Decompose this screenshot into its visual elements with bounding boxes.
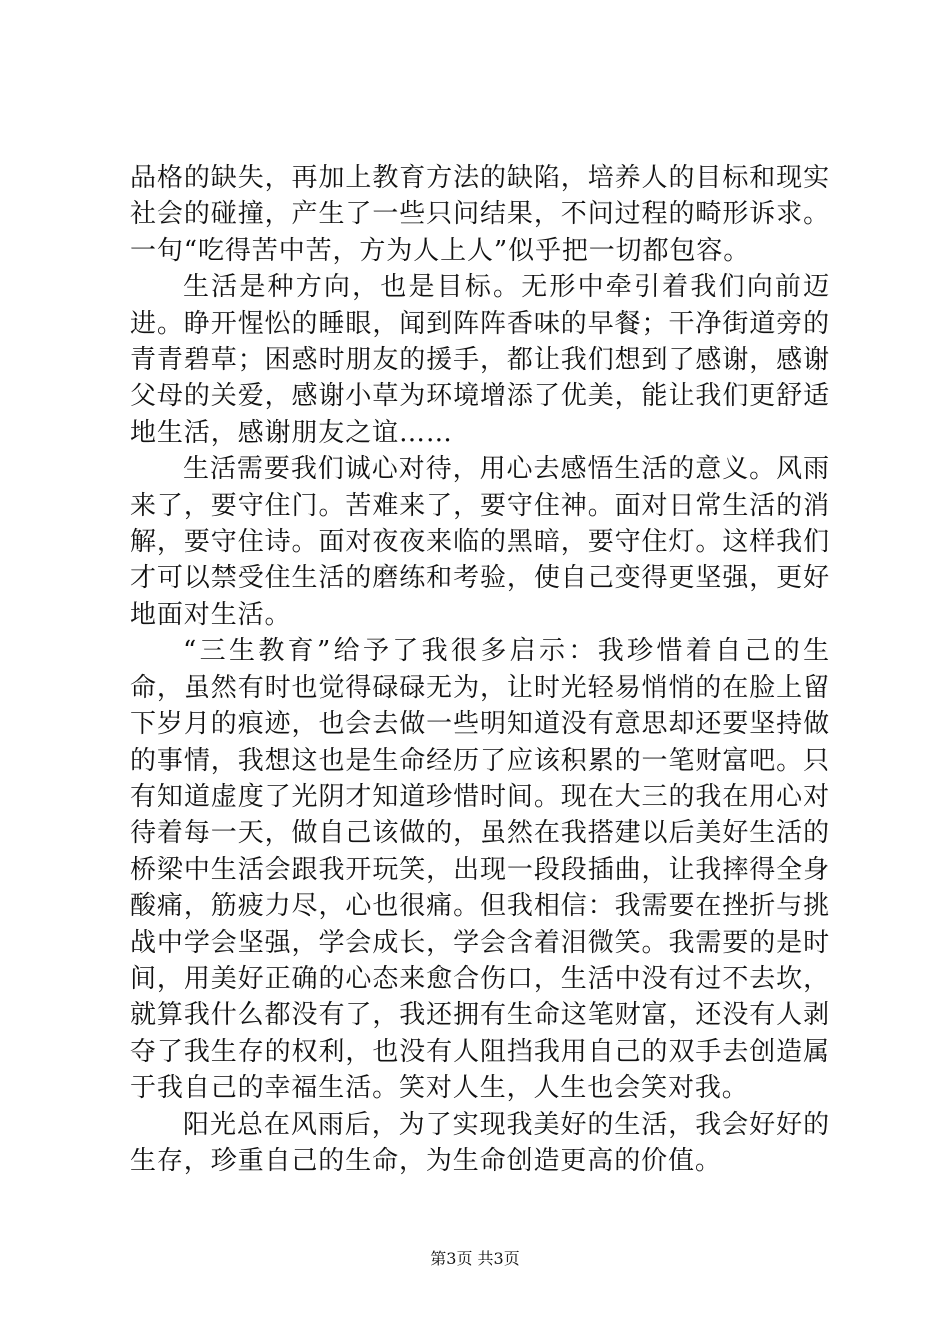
paragraph-3: 生活需要我们诚心对待，用心去感悟生活的意义。风雨来了，要守住门。苦难来了，要守住神。面对日常生活的消解，要守住诗。面对夜夜来临的黑暗，要守住灯。这样我们才可以禁受住生活的磨练和考验，使自己变得更坚强，更好地面对生活。 [130,454,830,630]
paragraph-5: 阳光总在风雨后，为了实现我美好的生活，我会好好的生存，珍重自己的生命，为生命创造更高的价值。 [130,1109,830,1176]
document-body [130,160,830,1179]
page-footer: 第3页 共3页 [430,1249,520,1268]
paragraph-1: 品格的缺失，再加上教育方法的缺陷，培养人的目标和现实社会的碰撞，产生了一些只问结果，不问过程的畸形诉求。一句“吃得苦中苦，方为人上人”似乎把一切都包容。 [130,163,830,266]
paragraph-4: “三生教育”给予了我很多启示：我珍惜着自己的生命，虽然有时也觉得碌碌无为，让时光轻易悄悄的在脸上留下岁月的痕迹，也会去做一些明知道没有意思却还要坚持做的事情，我想这也是生命经历了应该积累的一笔财富吧。只有知道虚度了光阴才知道珍惜时间。现在大三的我在用心对待着每一天，做自己该做的，虽然在我搭建以后美好生活的桥梁中生活会跟我开玩笑，出现一段段插曲，让我摔得全身酸痛，筋疲力尽，心也很痛。但我相信：我需要在挫折与挑战中学会坚强，学会成长，学会含着泪微笑。我需要的是时间，用美好正确的心态来愈合伤口，生活中没有过不去坎，就算我什么都没有了，我还拥有生命这笔财富，还没有人剥夺了我生存的权利，也没有人阻挡我用自己的双手去创造属于我自己的幸福生活。笑对人生，人生也会笑对我。 [130,636,830,1104]
paragraph-2: 生活是种方向，也是目标。无形中牵引着我们向前迈进。睁开惺忪的睡眼，闻到阵阵香味的早餐；干净街道旁的青青碧草；困惑时朋友的援手，都让我们想到了感谢，感谢父母的关爱，感谢小草为环境增添了优美，能让我们更舒适地生活，感谢朋友之谊…… [130,272,830,448]
